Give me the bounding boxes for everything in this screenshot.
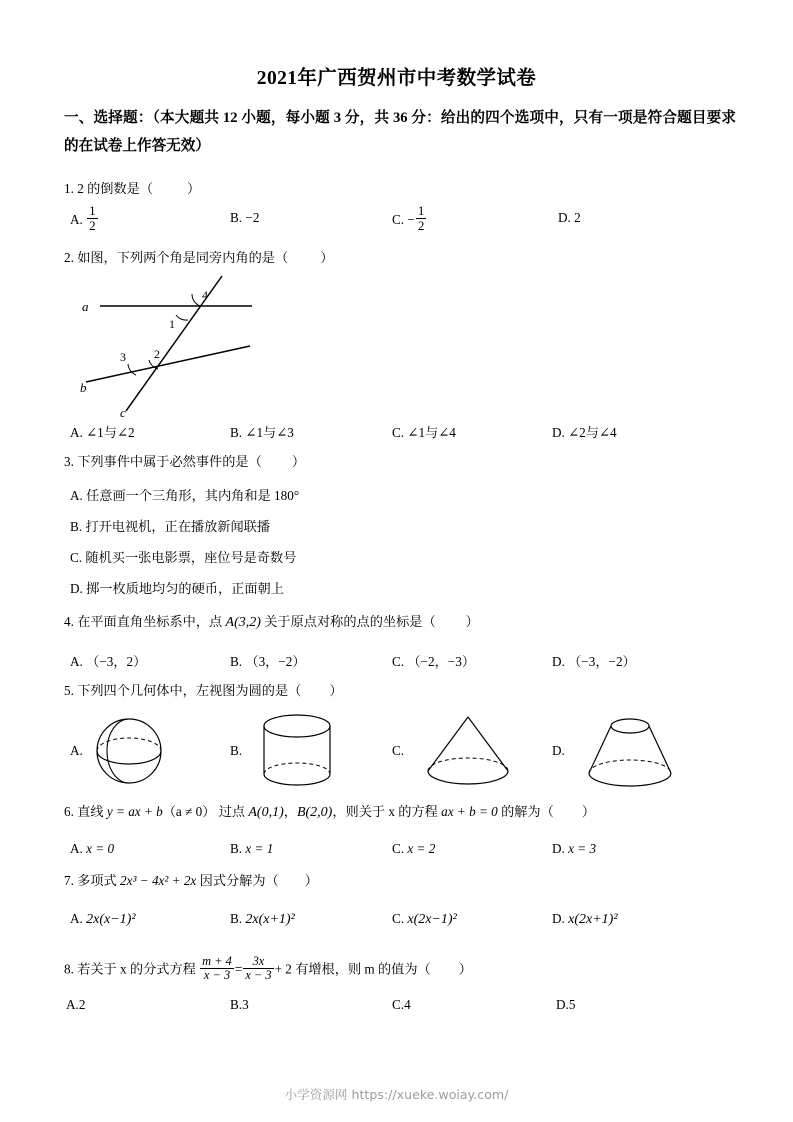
- option-value: （−2，−3）: [407, 654, 476, 669]
- option-value: x = 2: [407, 841, 436, 856]
- option-label: C.: [392, 425, 405, 440]
- question-3-text: 下列事件中属于必然事件的是（: [77, 454, 262, 469]
- point-b-coords: B(2,0): [296, 805, 333, 820]
- minus-sign: −: [407, 212, 415, 228]
- option-label: A.: [70, 743, 83, 758]
- option-label: C.: [392, 743, 405, 758]
- footer-watermark: 小学资源网 https://xueke.woiay.com/: [284, 1087, 509, 1102]
- question-2-option-c[interactable]: [392, 424, 456, 442]
- option-value: 2: [574, 210, 581, 225]
- question-5-text: 下列四个几何体中，左视图为圆的是（: [77, 683, 302, 698]
- question-3-stem: [64, 453, 305, 471]
- option-value: 任意画一个三角形，其内角和是 180°: [86, 488, 300, 503]
- polynomial-expression: 2x³ − 4x² + 2x: [120, 873, 197, 888]
- question-2-option-b[interactable]: [230, 424, 294, 442]
- option-value: −2: [245, 210, 260, 225]
- equation-solve: ax + b = 0: [441, 804, 498, 819]
- question-7-number: 7.: [64, 873, 74, 888]
- option-label: D.: [556, 997, 569, 1012]
- frustum-left-slant: [589, 726, 611, 773]
- question-6-option-a[interactable]: [70, 840, 114, 858]
- solid-cone: [418, 711, 518, 791]
- question-1-option-d[interactable]: [558, 209, 581, 227]
- question-2-stem: [64, 249, 333, 267]
- point-a-coords: A(3,2): [225, 615, 261, 630]
- equals-sign: =: [234, 961, 243, 977]
- cone-base-back-arc: [428, 758, 508, 771]
- option-value: x(2x+1)²: [568, 912, 618, 927]
- option-label: C.: [392, 997, 405, 1012]
- question-6-text-mid3: 的解为（: [497, 804, 554, 819]
- option-label: D.: [558, 210, 571, 225]
- question-1-option-b[interactable]: [230, 209, 259, 227]
- option-label: B.: [230, 997, 243, 1012]
- question-8-text-pre: 若关于 x 的分式方程: [77, 961, 200, 977]
- question-6-text-mid1: 过点: [215, 804, 249, 819]
- option-label: D.: [552, 654, 565, 669]
- question-1-stem: [64, 180, 200, 198]
- question-8-option-d[interactable]: [556, 996, 575, 1014]
- section-heading: 一、选择题：（本大题共 12 小题，每小题 3 分，共 36 分：给出的四个选项中，只有一项是符合题目要求的在试卷上作答无效）: [64, 110, 736, 154]
- question-5-option-b-label[interactable]: [230, 742, 242, 760]
- question-2-option-d[interactable]: [552, 424, 617, 442]
- figure-angle-label-2: 2: [154, 347, 160, 361]
- option-label: B.: [70, 519, 83, 534]
- question-8-option-a[interactable]: [66, 996, 85, 1014]
- question-4-text-pre: 在平面直角坐标系中，点: [77, 614, 226, 629]
- question-8-text-mid: 有增根，则 m 的值为（: [291, 961, 431, 977]
- option-label: D.: [552, 841, 565, 856]
- option-label: B.: [230, 911, 243, 926]
- option-value: 随机买一张电影票，座位号是奇数号: [85, 550, 297, 565]
- option-label: B.: [230, 743, 243, 758]
- option-label: A.: [70, 911, 83, 926]
- question-3-option-a[interactable]: [70, 487, 299, 505]
- question-6-option-d[interactable]: [552, 840, 596, 858]
- option-label: A.: [70, 425, 83, 440]
- option-label: D.: [552, 743, 565, 758]
- question-8-option-b[interactable]: [230, 996, 249, 1014]
- question-5-option-a-label[interactable]: [70, 742, 83, 760]
- cylinder-top-ellipse: [264, 715, 330, 737]
- question-1-option-c[interactable]: [392, 204, 427, 233]
- question-6-option-b[interactable]: [230, 840, 273, 858]
- angle-arc-4: [192, 294, 200, 306]
- cylinder-bottom-front-arc: [264, 774, 330, 785]
- question-6-option-c[interactable]: [392, 840, 435, 858]
- question-3-option-b[interactable]: [70, 518, 270, 536]
- figure-angle-label-4: 4: [202, 288, 208, 302]
- question-8-close-paren: ）: [458, 961, 472, 977]
- question-6-number: 6.: [64, 804, 74, 819]
- question-1-close-paren: ）: [187, 181, 201, 196]
- cone-right-slant: [468, 717, 508, 771]
- question-2-option-a[interactable]: [70, 424, 135, 442]
- question-4-option-b[interactable]: [230, 653, 306, 671]
- frustum-right-slant: [649, 726, 671, 773]
- option-label: B.: [230, 654, 243, 669]
- angle-arc-3: [128, 364, 136, 375]
- fraction-m-plus-4-over-x-minus-3: $\frac{m + 4}{x - 3}$: [202, 954, 232, 983]
- option-value: ∠1与∠3: [245, 425, 294, 440]
- option-value: （−3，2）: [86, 654, 147, 669]
- option-value: 打开电视机，正在播放新闻联播: [85, 519, 271, 534]
- question-7-option-c[interactable]: [392, 910, 457, 929]
- question-6-stem: [64, 803, 595, 822]
- solid-sphere: [93, 711, 165, 789]
- question-4-stem: [64, 613, 479, 632]
- fraction-one-half: $\frac{1}{2}$: [89, 203, 96, 233]
- option-value: x = 0: [86, 841, 115, 856]
- question-8-stem: [64, 955, 472, 982]
- option-value: 4: [404, 997, 411, 1012]
- figure-label-b: b: [80, 380, 87, 395]
- fraction-one-half: $\frac{1}{2}$: [417, 203, 425, 233]
- question-7-text-mid: 因式分解为（: [196, 873, 279, 888]
- option-label: A.: [70, 212, 83, 228]
- question-2-figure: [80, 272, 270, 420]
- cone-left-slant: [428, 717, 468, 771]
- point-a-coords: A(0,1): [248, 805, 284, 820]
- question-5-stem: [64, 682, 343, 700]
- question-3-close-paren: ）: [291, 454, 305, 469]
- option-value: x = 3: [568, 841, 597, 856]
- option-value: 2x(x−1)²: [86, 912, 136, 927]
- question-6-text-pre: 直线: [77, 804, 107, 819]
- question-7-option-d[interactable]: [552, 910, 618, 929]
- solid-frustum: [580, 710, 680, 792]
- option-label: C.: [70, 550, 83, 565]
- question-1-text: 2 的倒数是（: [77, 181, 154, 196]
- comma-separator: ，: [283, 804, 297, 819]
- frustum-base-back-arc: [589, 760, 671, 773]
- question-5-option-d-label[interactable]: [552, 742, 565, 760]
- question-5-close-paren: ）: [329, 683, 343, 698]
- page-title: 2021年广西贺州市中考数学试卷: [256, 68, 537, 89]
- question-3-number: 3.: [64, 454, 74, 469]
- plus-two-term: + 2: [274, 961, 292, 977]
- angle-arc-1: [176, 315, 188, 320]
- option-value: 掷一枚质地均匀的硬币，正面朝上: [86, 581, 284, 596]
- solid-cylinder: [258, 712, 336, 792]
- question-4-number: 4.: [64, 614, 74, 629]
- figure-label-a: a: [82, 299, 89, 314]
- figure-angle-label-3: 3: [120, 350, 126, 364]
- figure-angle-label-1: 1: [169, 317, 175, 331]
- condition-a-nonzero: （a ≠ 0）: [162, 804, 216, 819]
- question-2-number: 2.: [64, 250, 74, 265]
- question-7-option-b[interactable]: [230, 910, 295, 929]
- option-value: x = 1: [245, 841, 274, 856]
- cone-base-front-arc: [428, 771, 508, 784]
- option-value: 5: [568, 997, 576, 1012]
- option-value: 2x(x+1)²: [245, 912, 295, 927]
- question-7-close-paren: ）: [304, 873, 318, 888]
- question-5-option-c-label[interactable]: [392, 742, 404, 760]
- frustum-top-ellipse: [611, 719, 649, 733]
- option-value: 3: [242, 997, 249, 1012]
- option-label: D.: [552, 425, 565, 440]
- question-4-option-c[interactable]: [392, 653, 475, 671]
- frustum-base-front-arc: [589, 773, 671, 786]
- option-label: D.: [70, 581, 83, 596]
- option-label: A.: [70, 488, 83, 503]
- question-4-close-paren: ）: [465, 614, 479, 629]
- sphere-meridian: [107, 719, 129, 783]
- question-4-text-mid: 关于原点对称的点的坐标是（: [260, 614, 436, 629]
- question-3-option-c[interactable]: [70, 549, 296, 567]
- option-value: ∠1与∠4: [407, 425, 456, 440]
- question-5-number: 5.: [64, 683, 74, 698]
- question-1-option-a[interactable]: [70, 204, 99, 233]
- option-label: B.: [230, 210, 243, 225]
- option-label: C.: [392, 654, 405, 669]
- question-2-close-paren: ）: [320, 250, 334, 265]
- question-7-option-a[interactable]: [70, 910, 136, 929]
- question-8-option-c[interactable]: [392, 996, 411, 1014]
- option-label: B.: [230, 425, 243, 440]
- question-6-close-paren: ）: [581, 804, 595, 819]
- equation-line: y = ax + b: [106, 804, 163, 819]
- question-1-number: 1.: [64, 181, 74, 196]
- option-label: A.: [66, 997, 79, 1012]
- option-label: A.: [70, 654, 83, 669]
- option-value: 2: [78, 997, 86, 1012]
- cylinder-bottom-back-arc: [264, 763, 330, 774]
- option-value: ∠2与∠4: [568, 425, 617, 440]
- option-value: ∠1与∠2: [86, 425, 135, 440]
- question-4-option-a[interactable]: [70, 653, 146, 671]
- option-value: （−3，−2）: [568, 654, 636, 669]
- option-label: C.: [392, 841, 405, 856]
- question-6-text-mid2: ，则关于 x 的方程: [332, 804, 442, 819]
- option-label: C.: [392, 212, 405, 228]
- question-8-number: 8.: [64, 961, 74, 977]
- option-value: （3，−2）: [245, 654, 306, 669]
- question-3-option-d[interactable]: [70, 580, 284, 598]
- option-value: x(2x−1)²: [407, 912, 457, 927]
- question-7-stem: [64, 872, 318, 890]
- option-label: D.: [552, 911, 565, 926]
- question-7-text-pre: 多项式: [77, 873, 121, 888]
- option-label: B.: [230, 841, 243, 856]
- fraction-3x-over-x-minus-3: $\frac{3x}{x - 3}$: [245, 954, 272, 983]
- question-4-option-d[interactable]: [552, 653, 636, 671]
- option-label: A.: [70, 841, 83, 856]
- figure-label-c: c: [120, 405, 126, 420]
- option-label: C.: [392, 911, 405, 926]
- question-2-text: 如图，下列两个角是同旁内角的是（: [77, 250, 289, 265]
